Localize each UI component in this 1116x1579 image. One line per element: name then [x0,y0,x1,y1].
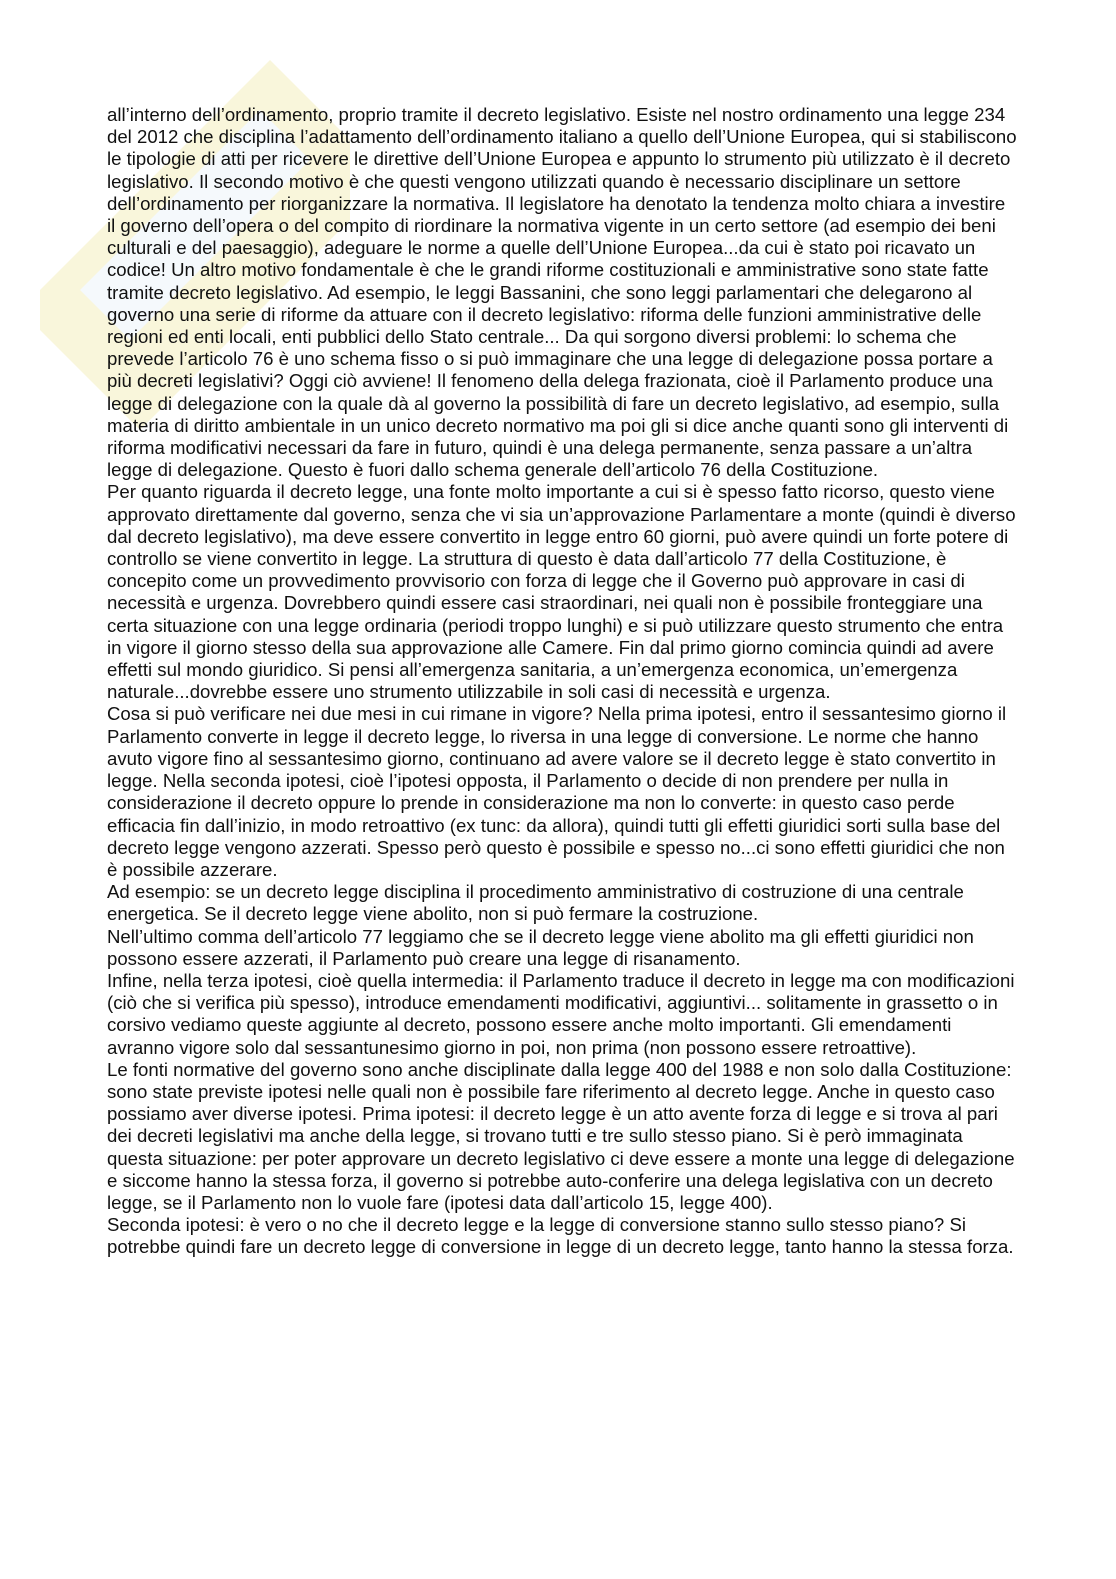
paragraph: all’interno dell’ordinamento, proprio tramite il decreto legislativo. Esiste nel nostro ordinamento una legge 234 del 2012 che disciplina l’adattamento dell’ordinamento italiano a quello dell’Unione Europea, qui si stabiliscono le tipologie di atti per ricevere le direttive dell’Unione Europea e appunto lo strumento più utilizzato è il decreto legislativo. Il secondo motivo è che questi vengono utilizzati quando è necessario disciplinare un settore dell’ordinamento per riorganizzare la normativa. Il legislatore ha denotato la tendenza molto chiara a investire il governo dell’opera o del compito di riordinare la normativa vigente in un certo settore (ad esempio dei beni culturali e del paesaggio), adeguare le norme a quelle dell’Unione Europea...da cui è stato poi ricavato un codice! Un altro motivo fondamentale è che le grandi riforme costituzionali e amministrative sono state fatte tramite decreto legislativo. Ad esempio, le leggi Bassanini, che sono leggi parlamentari che delegarono al governo una serie di riforme da attuare con il decreto legislativo: riforma delle funzioni amministrative delle regioni ed enti locali, enti pubblici dello Stato centrale... Da qui sorgono diversi problemi: lo schema che prevede l’articolo 76 è uno schema fisso o si può immaginare che una legge di delegazione possa portare a più decreti legislativi? Oggi ciò avviene! Il fenomeno della delega frazionata, cioè il Parlamento produce una legge di delegazione con la quale dà al governo la possibilità di fare un decreto legislativo, ad esempio, sulla materia di diritto ambientale in un unico decreto normativo ma poi gli si dice anche quanti sono gli interventi di riforma modificativi necessari da fare in futuro, quindi è una delega permanente, senza passare a un’altra legge di delegazione. Questo è fuori dallo schema generale dell’articolo 76 della Costituzione. [107,104,1017,481]
paragraph: Per quanto riguarda il decreto legge, una fonte molto importante a cui si è spesso fatto ricorso, questo viene approvato direttamente dal governo, senza che vi sia un’approvazione Parlamentare a monte (quindi è diverso dal decreto legislativo), ma deve essere convertito in legge entro 60 giorni, può avere quindi un forte potere di controllo se viene convertito in legge. La struttura di questo è data dall’articolo 77 della Costituzione, è concepito come un provvedimento provvisorio con forza di legge che il Governo può approvare in casi di necessità e urgenza. Dovrebbero quindi essere casi straordinari, nei quali non è possibile fronteggiare una certa situazione con una legge ordinaria (periodi troppo lunghi) e si può utilizzare questo strumento che entra in vigore il giorno stesso della sua approvazione alle Camere. Fin dal primo giorno comincia quindi ad avere effetti sul mondo giuridico. Si pensi all’emergenza sanitaria, a un’emergenza economica, un’emergenza naturale...dovrebbe essere uno strumento utilizzabile in soli casi di necessità e urgenza. [107,481,1016,703]
paragraph: Ad esempio: se un decreto legge disciplina il procedimento amministrativo di costruzione di una centrale energetica. Se il decreto legge viene abolito, non si può fermare la costruzione. [107,881,964,925]
paragraph: Le fonti normative del governo sono anche disciplinate dalla legge 400 del 1988 e non solo dalla Costituzione: sono state previste ipotesi nelle quali non è possibile fare riferimento al decreto legge. Anche in questo caso possiamo aver diverse ipotesi. Prima ipotesi: il decreto legge è un atto avente forza di legge e si trova al pari dei decreti legislativi ma anche della legge, si trovano tutti e tre sullo stesso piano. Si è però immaginata questa situazione: per poter approvare un decreto legislativo ci deve essere a monte una legge di delegazione e siccome hanno la stessa forza, il governo si potrebbe auto-conferire una delega legislativa con un decreto legge, se il Parlamento non lo vuole fare (ipotesi data dall’articolo 15, legge 400). [107,1058,1015,1213]
document-body [107,104,1017,1259]
paragraph: Cosa si può verificare nei due mesi in cui rimane in vigore? Nella prima ipotesi, entro il sessantesimo giorno il Parlamento converte in legge il decreto legge, lo riversa in una legge di conversione. Le norme che hanno avuto vigore fino al sessantesimo giorno, continuano ad avere valore se il decreto legge è stato convertito in legge. Nella seconda ipotesi, cioè l’ipotesi opposta, il Parlamento o decide di non prendere per nulla in considerazione il decreto oppure lo prende in considerazione ma non lo converte: in questo caso perde efficacia fin dall’inizio, in modo retroattivo (ex tunc: da allora), quindi tutti gli effetti giuridici sorti sulla base del decreto legge vengono azzerati. Spesso però questo è possibile e spesso no...ci sono effetti giuridici che non è possibile azzerare. [107,703,1007,880]
paragraph: Seconda ipotesi: è vero o no che il decreto legge e la legge di conversione stanno sullo stesso piano? Si potrebbe quindi fare un decreto legge di conversione in legge di un decreto legge, tanto hanno la stessa forza. [107,1214,1014,1258]
paragraph: Infine, nella terza ipotesi, cioè quella intermedia: il Parlamento traduce il decreto in legge ma con modificazioni (ciò che si verifica più spesso), introduce emendamenti modificativi, aggiuntivi... solitamente in grassetto o in corsivo vediamo queste aggiunte al decreto, possono essere anche molto importanti. Gli emendamenti avranno vigore solo dal sessantunesimo giorno in poi, non prima (non possono essere retroattive). [107,969,1015,1058]
paragraph: Nell’ultimo comma dell’articolo 77 leggiamo che se il decreto legge viene abolito ma gli effetti giuridici non possono essere azzerati, il Parlamento può creare una legge di risanamento. [107,925,974,969]
